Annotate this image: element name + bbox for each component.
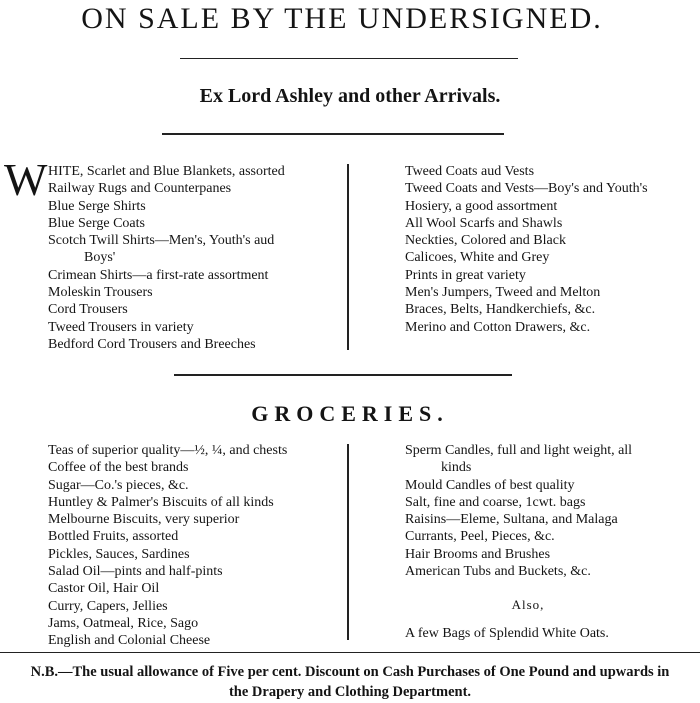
list-item: Huntley & Palmer's Biscuits of all kinds	[48, 494, 274, 510]
list-item: Pickles, Sauces, Sardines	[48, 546, 190, 562]
groceries-right-column	[405, 442, 697, 580]
drop-cap: W	[4, 154, 48, 205]
list-item: Bottled Fruits, assorted	[48, 529, 179, 545]
list-item: Sugar—Co.'s pieces, &c.	[48, 477, 189, 493]
list-item: Coffee of the best brands	[48, 460, 189, 476]
list-item: Calicoes, White and Grey	[405, 250, 550, 266]
list-item: Melbourne Biscuits, very superior	[48, 512, 240, 528]
list-item: Curry, Capers, Jellies	[48, 598, 168, 614]
list-item: Braces, Belts, Handkerchiefs, &c.	[405, 302, 596, 318]
list-item: Tweed Trousers in variety	[48, 319, 194, 335]
list-item: Sperm Candles, full and light weight, all	[405, 443, 633, 458]
groceries-heading: GROCERIES.	[251, 401, 449, 426]
list-item: Bedford Cord Trousers and Breeches	[48, 336, 256, 352]
also-label: Also,	[511, 597, 545, 612]
list-item: HITE, Scarlet and Blue Blankets, assorted	[48, 164, 285, 179]
list-item: Salt, fine and coarse, 1cwt. bags	[405, 494, 586, 510]
list-item: Railway Rugs and Counterpanes	[48, 181, 232, 197]
list-item: Prints in great variety	[405, 267, 526, 283]
list-item: Raisins—Eleme, Sultana, and Malaga	[405, 512, 618, 528]
list-item: Blue Serge Shirts	[48, 198, 146, 214]
list-item: Mould Candles of best quality	[405, 477, 575, 493]
list-item: Blue Serge Coats	[48, 215, 145, 231]
list-item: Jams, Oatmeal, Rice, Sago	[48, 615, 199, 631]
list-item: Moleskin Trousers	[48, 285, 153, 301]
column-divider	[347, 164, 349, 350]
list-item: Hair Brooms and Brushes	[405, 546, 551, 562]
list-item: Crimean Shirts—a first-rate assortment	[48, 267, 269, 283]
list-item: Tweed Coats aud Vests	[405, 164, 535, 179]
list-item: Neckties, Colored and Black	[405, 233, 566, 249]
subtitle: Ex Lord Ashley and other Arrivals.	[199, 85, 501, 107]
list-item: Currants, Peel, Pieces, &c.	[405, 529, 555, 545]
clothing-left-column	[48, 163, 348, 353]
list-item: Castor Oil, Hair Oil	[48, 581, 160, 597]
list-item: Men's Jumpers, Tweed and Melton	[405, 285, 601, 301]
list-item: All Wool Scarfs and Shawls	[405, 215, 563, 231]
clothing-right-column	[405, 163, 697, 336]
list-item: American Tubs and Buckets, &c.	[405, 564, 591, 580]
page-title: ON SALE BY THE UNDERSIGNED.	[81, 2, 603, 35]
list-item: Cord Trousers	[48, 302, 128, 318]
list-item: English and Colonial Cheese	[48, 633, 211, 649]
section-rule	[174, 374, 512, 376]
list-item: Salad Oil—pints and half-pints	[48, 564, 223, 580]
list-item: Boys'	[84, 250, 116, 266]
subtitle-rule	[162, 133, 504, 135]
title-rule	[180, 58, 518, 59]
list-item: Hosiery, a good assortment	[405, 198, 558, 214]
list-item: Tweed Coats and Vests—Boy's and Youth's	[405, 181, 648, 197]
groceries-left-column	[48, 442, 348, 650]
list-item: kinds	[441, 460, 472, 476]
footer-note: N.B.—The usual allowance of Five per cent. Discount on Cash Purchases of One Pound and upwards in the Drapery and Clothing Department.	[30, 664, 670, 700]
list-item: Merino and Cotton Drawers, &c.	[405, 319, 591, 335]
footer-rule	[0, 652, 700, 653]
column-divider	[347, 444, 349, 640]
list-item: Scotch Twill Shirts—Men's, Youth's aud	[48, 233, 275, 249]
oats-item: A few Bags of Splendid White Oats.	[405, 626, 609, 641]
list-item: Teas of superior quality—½, ¼, and chests	[48, 443, 288, 458]
